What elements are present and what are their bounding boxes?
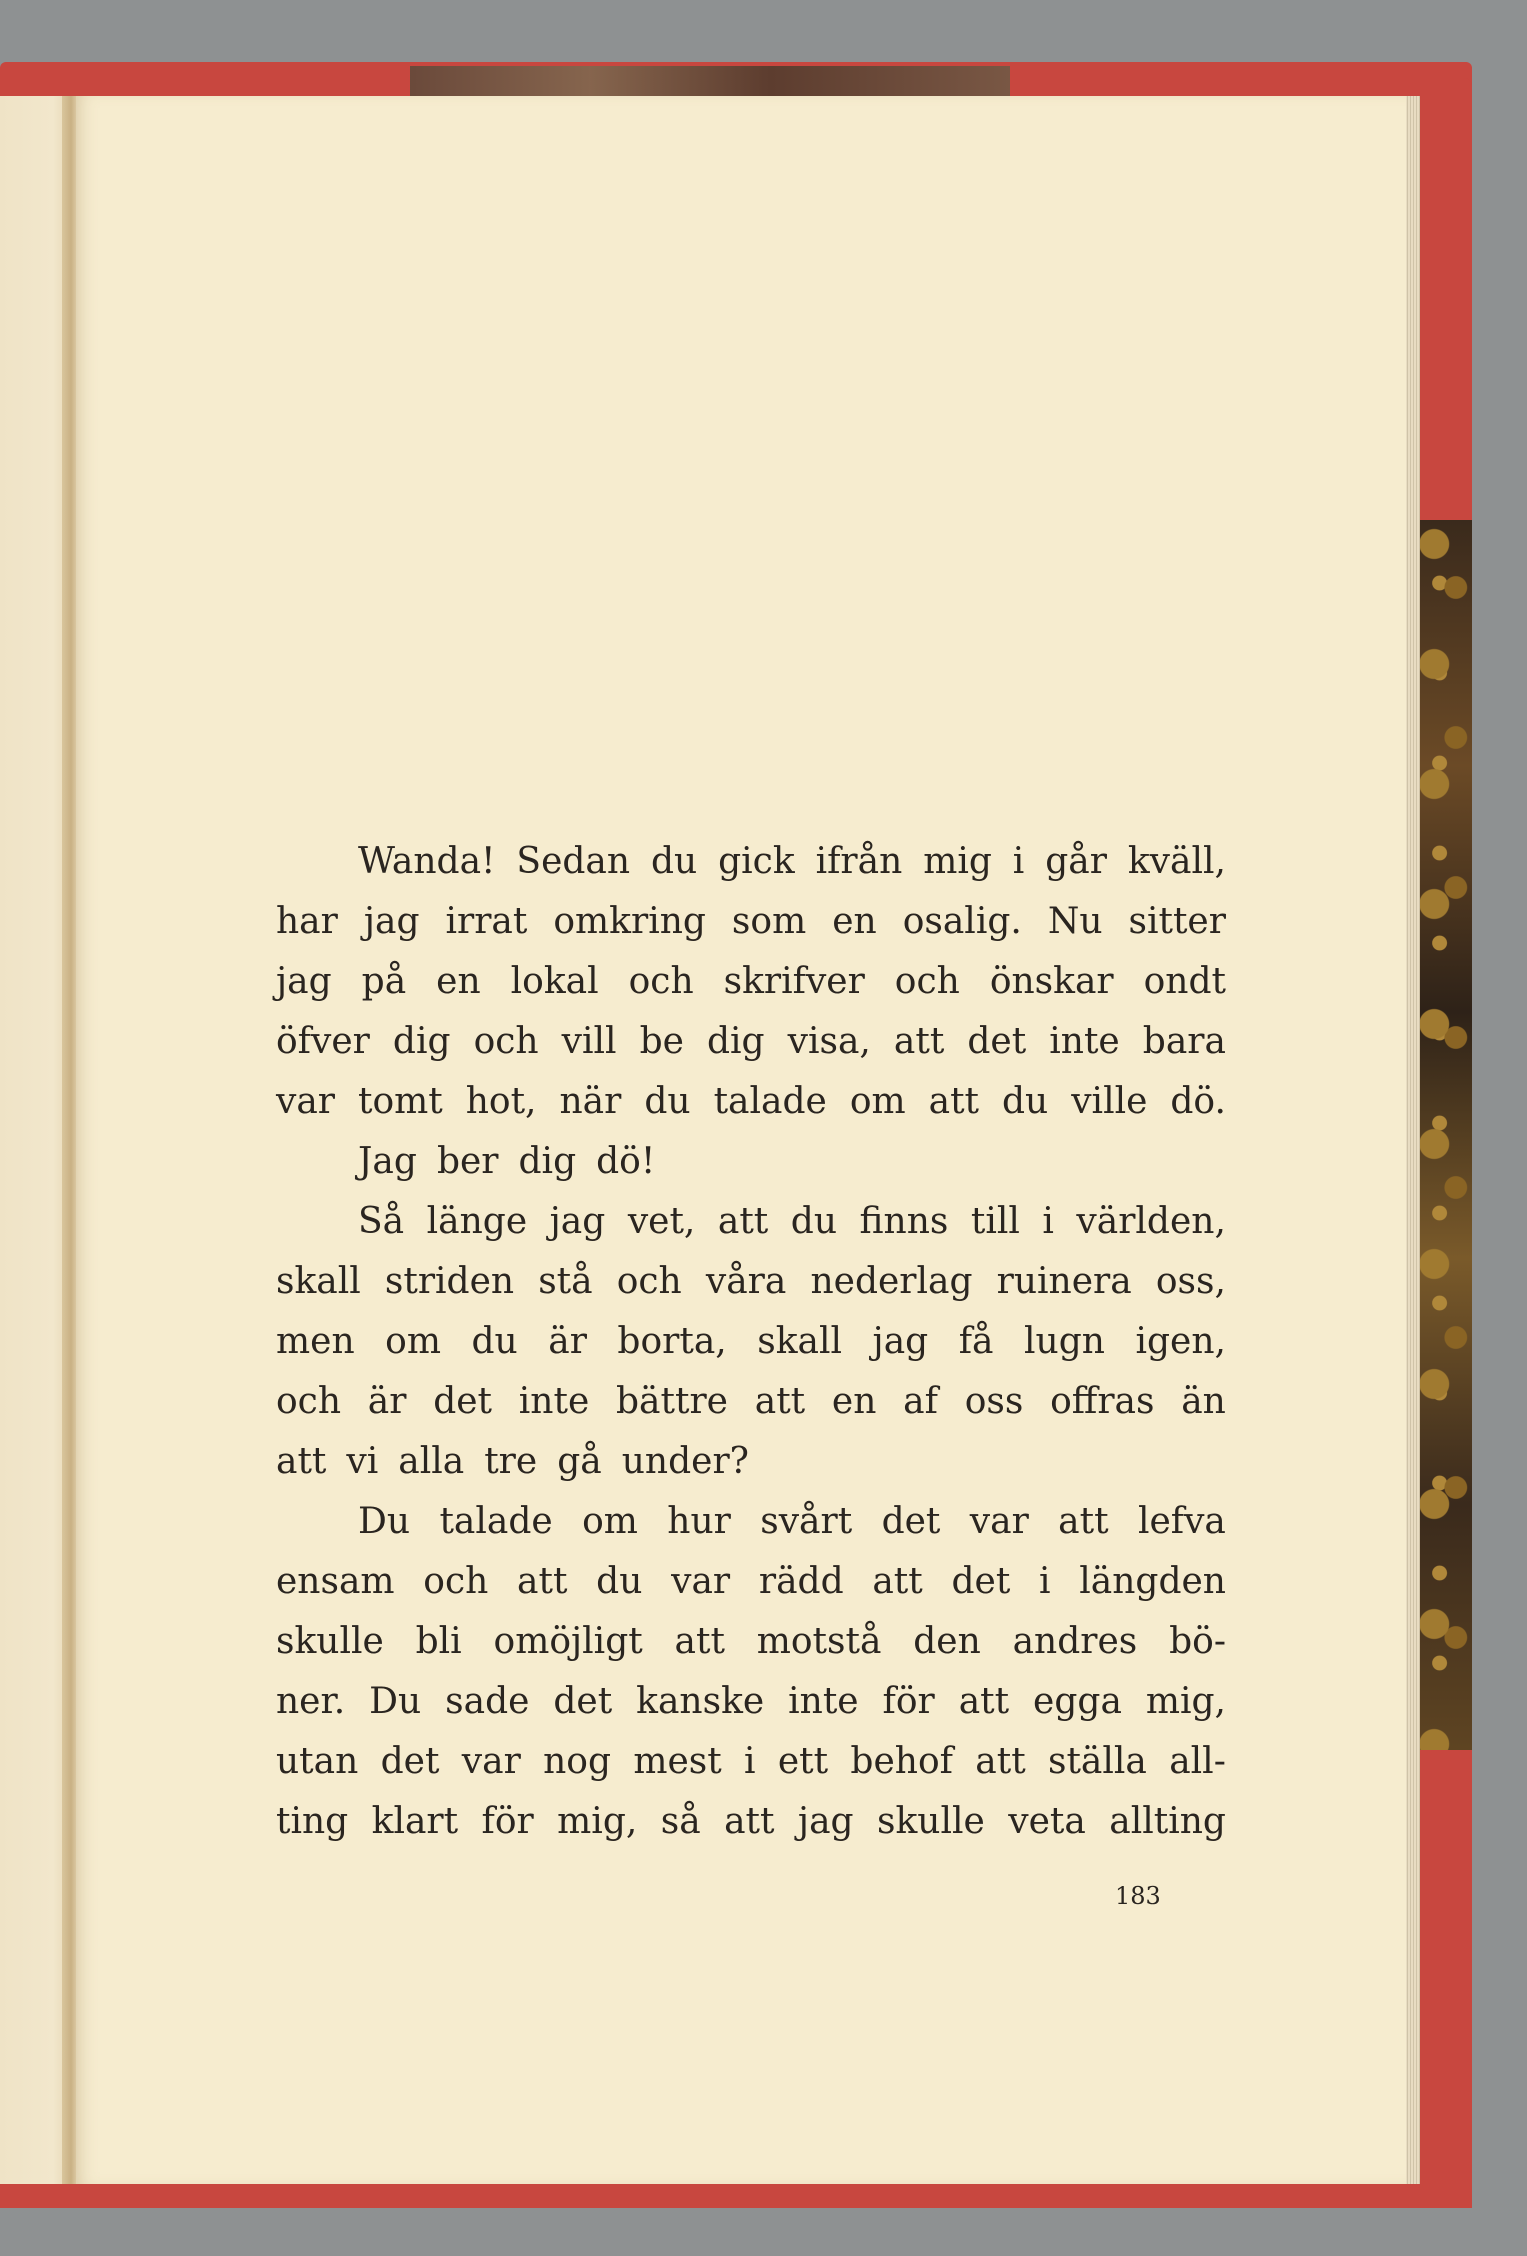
word: det: [967, 1021, 1027, 1062]
word: det: [380, 1741, 440, 1782]
word: till: [970, 1201, 1020, 1242]
word: omöjligt: [493, 1621, 643, 1662]
word: det: [553, 1681, 613, 1722]
word: nederlag: [810, 1261, 973, 1302]
word: vet,: [627, 1201, 696, 1242]
word: jag: [797, 1801, 854, 1842]
word: du: [644, 1081, 691, 1122]
word: kväll,: [1127, 841, 1226, 882]
word: du: [471, 1321, 518, 1362]
word: hot,: [465, 1081, 537, 1122]
word: skall: [276, 1261, 361, 1302]
word: allting: [1109, 1801, 1226, 1842]
word: det: [881, 1501, 941, 1542]
word: var: [671, 1561, 731, 1602]
word: dig: [392, 1021, 451, 1062]
word: och: [894, 961, 960, 1002]
word: irrat: [445, 901, 528, 942]
word: visa,: [787, 1021, 871, 1062]
word: i: [744, 1741, 756, 1782]
word: ruinera: [996, 1261, 1132, 1302]
word: när: [559, 1081, 622, 1122]
word: att: [893, 1021, 945, 1062]
word: bättre: [616, 1381, 728, 1422]
word: få: [958, 1321, 994, 1362]
word: men: [276, 1321, 355, 1362]
word: du: [596, 1561, 643, 1602]
book-headband: [410, 66, 1010, 96]
word: att: [872, 1561, 923, 1602]
word: skall: [757, 1321, 843, 1362]
word: är: [367, 1381, 407, 1422]
word: ifrån: [815, 841, 903, 882]
word: och: [276, 1381, 342, 1422]
word: för: [882, 1681, 935, 1722]
word: har: [276, 901, 338, 942]
word: mest: [633, 1741, 722, 1782]
word: talade: [713, 1081, 827, 1122]
word: bö-: [1169, 1621, 1226, 1662]
text-line: [276, 1312, 1226, 1372]
word: tomt: [358, 1081, 443, 1122]
word: i: [1039, 1561, 1051, 1602]
word: af: [903, 1381, 938, 1422]
word: ville: [1071, 1081, 1148, 1122]
word: ting: [276, 1801, 349, 1842]
word: gick: [718, 841, 795, 882]
word: ondt: [1143, 961, 1226, 1002]
word: ner.: [276, 1681, 346, 1722]
word: kanske: [636, 1681, 765, 1722]
word: så: [660, 1801, 701, 1842]
word: all-: [1169, 1741, 1226, 1782]
word: den: [913, 1621, 981, 1662]
text-line: [276, 1732, 1226, 1792]
text-line: [276, 1072, 1226, 1132]
word: att: [717, 1201, 769, 1242]
word: jag: [363, 901, 420, 942]
word: än: [1181, 1381, 1226, 1422]
word: och: [473, 1021, 539, 1062]
word: rädd: [758, 1561, 844, 1602]
text-line: [276, 1552, 1226, 1612]
word: sade: [445, 1681, 530, 1722]
word: går: [1045, 841, 1107, 882]
word: stå: [538, 1261, 593, 1302]
word: striden: [384, 1261, 515, 1302]
word: en: [832, 901, 877, 942]
word: jag: [276, 961, 332, 1002]
word: är: [548, 1321, 587, 1362]
word: att: [724, 1801, 775, 1842]
word: alla: [398, 1441, 465, 1482]
word: omkring: [553, 901, 706, 942]
word: lefva: [1137, 1501, 1226, 1542]
word: behof: [850, 1741, 953, 1782]
word: du: [650, 841, 698, 882]
word: på: [361, 961, 407, 1002]
word: mig: [923, 841, 992, 882]
text-line: [276, 892, 1226, 952]
word: Du: [369, 1681, 422, 1722]
word: utan: [276, 1741, 359, 1782]
text-line: [276, 1132, 1226, 1192]
word: inte: [518, 1381, 590, 1422]
word: skulle: [877, 1801, 985, 1842]
word: i: [1012, 841, 1025, 882]
word: veta: [1008, 1801, 1086, 1842]
word: att: [276, 1441, 327, 1482]
word: att: [674, 1621, 725, 1662]
word: jag: [549, 1201, 606, 1242]
word: öfver: [276, 1021, 370, 1062]
word: Du: [358, 1501, 411, 1542]
word: jag: [872, 1321, 929, 1362]
word: vill: [561, 1021, 617, 1062]
word: Så: [358, 1201, 405, 1242]
word: klart: [371, 1801, 459, 1842]
text-line: [276, 1252, 1226, 1312]
word: inte: [1049, 1021, 1120, 1062]
word: tre: [484, 1441, 538, 1482]
word: inte: [788, 1681, 859, 1722]
word: Nu: [1047, 901, 1103, 942]
word: var: [461, 1741, 521, 1782]
word: en: [831, 1381, 877, 1422]
word: och: [628, 961, 694, 1002]
word: sitter: [1128, 901, 1226, 942]
word: talade: [439, 1501, 553, 1542]
word: världen,: [1076, 1201, 1226, 1242]
word: i: [1042, 1201, 1054, 1242]
word: Wanda!: [358, 841, 496, 882]
marbled-edge: [1418, 520, 1472, 1750]
word: hur: [667, 1501, 731, 1542]
word: och: [423, 1561, 489, 1602]
word: du: [790, 1201, 838, 1242]
word: önskar: [989, 961, 1114, 1002]
word: att: [958, 1681, 1010, 1722]
word: lugn: [1024, 1321, 1105, 1362]
word: om: [849, 1081, 906, 1122]
word: om: [582, 1501, 638, 1542]
word: om: [385, 1321, 441, 1362]
word: att: [1058, 1501, 1109, 1542]
word: dö.: [1170, 1081, 1226, 1122]
word: som: [731, 901, 807, 942]
word: dig: [518, 1141, 577, 1182]
word: att: [754, 1381, 806, 1422]
text-line: [276, 1192, 1226, 1252]
word: oss,: [1155, 1261, 1226, 1302]
word: att: [517, 1561, 568, 1602]
word: ett: [777, 1741, 829, 1782]
text-line: [276, 1432, 1226, 1492]
word: motstå: [756, 1621, 882, 1662]
word: ensam: [276, 1561, 395, 1602]
word: dö!: [596, 1141, 656, 1182]
word: var: [276, 1081, 336, 1122]
word: bli: [415, 1621, 462, 1662]
text-line: [276, 1792, 1226, 1852]
page-number: 183: [1115, 1882, 1161, 1910]
word: du: [1002, 1081, 1049, 1122]
word: finns: [859, 1201, 949, 1242]
word: egga: [1033, 1681, 1122, 1722]
word: länge: [426, 1201, 528, 1242]
word: skulle: [276, 1621, 384, 1662]
word: oss: [964, 1381, 1024, 1422]
word: vi: [346, 1441, 379, 1482]
word: för: [481, 1801, 534, 1842]
text-line: [276, 1372, 1226, 1432]
word: en: [436, 961, 481, 1002]
word: Jag: [358, 1141, 417, 1182]
word: Sedan: [516, 841, 631, 882]
word: att: [928, 1081, 980, 1122]
text-line: [276, 832, 1226, 892]
word: be: [639, 1021, 684, 1062]
word: svårt: [760, 1501, 853, 1542]
page-text: [276, 832, 1226, 1852]
word: offras: [1050, 1381, 1155, 1422]
word: och: [616, 1261, 682, 1302]
word: dig: [706, 1021, 765, 1062]
word: bara: [1142, 1021, 1226, 1062]
word: ber: [436, 1141, 499, 1182]
word: längden: [1079, 1561, 1226, 1602]
word: det: [951, 1561, 1011, 1602]
word: att: [975, 1741, 1026, 1782]
text-line: [276, 1492, 1226, 1552]
word: det: [433, 1381, 493, 1422]
text-line: [276, 1612, 1226, 1672]
word: våra: [705, 1261, 787, 1302]
word: mig,: [1145, 1681, 1226, 1722]
word: nog: [543, 1741, 611, 1782]
word: mig,: [557, 1801, 638, 1842]
word: osalig.: [902, 901, 1022, 942]
text-line: [276, 952, 1226, 1012]
text-line: [276, 1672, 1226, 1732]
word: gå: [557, 1441, 602, 1482]
word: var: [969, 1501, 1029, 1542]
word: igen,: [1135, 1321, 1226, 1362]
word: skrifver: [723, 961, 865, 1002]
word: ställa: [1047, 1741, 1147, 1782]
text-line: [276, 1012, 1226, 1072]
word: borta,: [617, 1321, 727, 1362]
word: lokal: [510, 961, 599, 1002]
word: andres: [1012, 1621, 1138, 1662]
word: under?: [621, 1441, 749, 1482]
